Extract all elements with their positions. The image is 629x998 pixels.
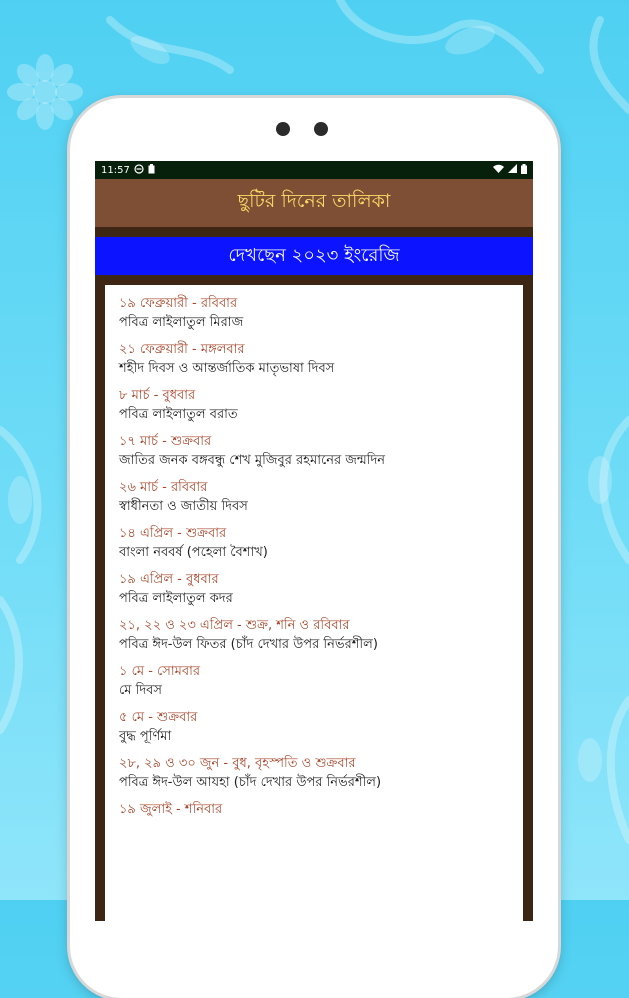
sim-icon <box>134 164 144 177</box>
holiday-item <box>119 749 509 795</box>
holiday-name: স্বাধীনতা ও জাতীয় দিবস <box>119 499 248 514</box>
holiday-name: পবিত্র ঈদ-উল আযহা (চাঁদ দেখার উপর নির্ভরশীল) <box>119 775 382 790</box>
holiday-item <box>119 427 509 473</box>
holiday-item <box>119 703 509 749</box>
holiday-item <box>119 565 509 611</box>
status-bar <box>95 161 533 179</box>
holiday-name: জাতির জনক বঙ্গবন্ধু শেখ মুজিবুর রহমানের জন্মদিন <box>119 453 386 468</box>
holiday-item <box>119 289 509 335</box>
holiday-name: বুদ্ধ পূর্ণিমা <box>119 729 172 744</box>
holiday-name: শহীদ দিবস ও আন্তর্জাতিক মাতৃভাষা দিবস <box>119 361 335 376</box>
holiday-name: পবিত্র লাইলাতুল কদর <box>119 591 233 606</box>
holiday-date: ৮ মার্চ - বুধবার <box>119 388 196 403</box>
holiday-date: ১ মে - সোমবার <box>119 664 201 679</box>
holiday-date: ৫ মে - শুক্রবার <box>119 710 198 725</box>
front-camera-dot <box>276 122 290 136</box>
app-title: ছুটির দিনের তালিকা <box>237 190 391 212</box>
signal-icon <box>508 164 517 176</box>
holiday-item <box>119 519 509 565</box>
front-sensor-dot <box>314 122 328 136</box>
holiday-name: পবিত্র ঈদ-উল ফিতর (চাঁদ দেখার উপর নির্ভরশীল) <box>119 637 378 652</box>
holiday-item <box>119 381 509 427</box>
holiday-date: ২১, ২২ ও ২৩ এপ্রিল - শুক্র, শনি ও রবিবার <box>119 618 350 633</box>
holiday-date: ১৪ এপ্রিল - শুক্রবার <box>119 526 227 541</box>
holiday-date: ১৯ জুলাই - শনিবার <box>119 802 223 817</box>
holiday-date: ২৬ মার্চ - রবিবার <box>119 480 208 495</box>
year-banner[interactable] <box>95 237 533 275</box>
holiday-list-container <box>95 275 533 921</box>
app-bar <box>95 179 533 227</box>
holiday-name: মে দিবস <box>119 683 162 698</box>
holiday-date: ১৯ এপ্রিল - বুধবার <box>119 572 219 587</box>
holiday-item <box>119 335 509 381</box>
holiday-name: পবিত্র লাইলাতুল বরাত <box>119 407 238 422</box>
holiday-name: পবিত্র লাইলাতুল মিরাজ <box>119 315 244 330</box>
battery-icon <box>521 164 527 177</box>
status-time: 11:57 <box>101 164 130 176</box>
holiday-item <box>119 611 509 657</box>
battery-saver-icon <box>148 164 155 177</box>
holiday-date: ১৯ ফেব্রুয়ারী - রবিবার <box>119 296 238 311</box>
wifi-icon <box>493 164 504 176</box>
holiday-date: ১৭ মার্চ - শুক্রবার <box>119 434 212 449</box>
holiday-date: ২৮, ২৯ ও ৩০ জুন - বুধ, বৃহস্পতি ও শুক্রবার <box>119 756 356 771</box>
holiday-item <box>119 795 509 822</box>
app-screen <box>95 161 533 921</box>
divider <box>95 227 533 237</box>
holiday-name: বাংলা নববর্ষ (পহেলা বৈশাখ) <box>119 545 268 560</box>
year-banner-text: দেখছেন ২০২৩ ইংরেজি <box>228 244 400 266</box>
holiday-item <box>119 657 509 703</box>
holiday-item <box>119 473 509 519</box>
holiday-date: ২১ ফেব্রুয়ারী - মঙ্গলবার <box>119 342 245 357</box>
holiday-list[interactable] <box>105 285 523 921</box>
